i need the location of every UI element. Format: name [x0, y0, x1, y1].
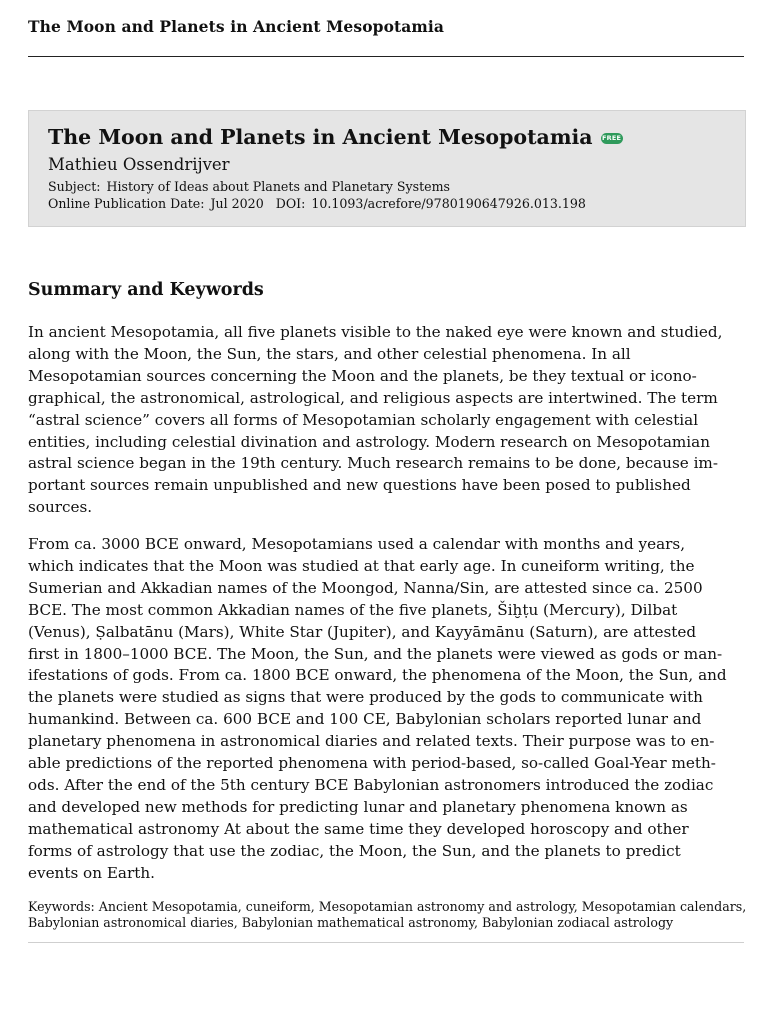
header-divider — [28, 56, 744, 57]
subject-label: Subject: — [48, 179, 101, 194]
text-line: first in 1800–1000 BCE. The Moon, the Sun, and the planets were viewed as gods or man- — [28, 644, 723, 663]
text-line: BCE. The most common Akkadian names of the five planets, Šiḫṭu (Mercury), Dilbat — [28, 600, 678, 619]
author-name[interactable]: Mathieu Ossendrijver — [48, 155, 230, 174]
keywords-line: Babylonian astronomical diaries, Babylonian mathematical astronomy, Babylonian zodiacal astrology — [28, 914, 674, 930]
subject-line — [48, 179, 450, 194]
keywords-block — [28, 899, 747, 930]
free-badge: FREE — [602, 134, 622, 142]
text-line: and developed new methods for predicting lunar and planetary phenomena known as — [28, 797, 688, 816]
article-info-box — [28, 110, 746, 227]
summary-heading: Summary and Keywords — [28, 280, 264, 300]
doi-value[interactable]: 10.1093/acrefore/9780190647926.013.198 — [311, 196, 586, 211]
text-line: planetary phenomena in astronomical diaries and related texts. Their purpose was to en- — [28, 732, 715, 751]
pubdate-value: Jul 2020 — [210, 196, 264, 211]
keywords-line: Keywords: Ancient Mesopotamia, cuneiform, Mesopotamian astronomy and astrology, Mesopotamian calendars, — [28, 899, 747, 914]
text-line: events on Earth. — [28, 863, 155, 882]
text-line: In ancient Mesopotamia, all five planets visible to the naked eye were known and studied, — [28, 323, 723, 341]
text-line: portant sources remain unpublished and new questions have been posed to published — [28, 476, 691, 495]
text-line: astral science began in the 19th century. Much research remains to be done, because im- — [28, 454, 718, 473]
text-line: Sumerian and Akkadian names of the Moongod, Nanna/Sin, are attested since ca. 2500 — [28, 578, 703, 597]
text-line: the planets were studied as signs that were produced by the gods to communicate with — [28, 688, 703, 707]
subject-value[interactable]: History of Ideas about Planets and Planetary Systems — [106, 179, 450, 194]
article-title — [48, 125, 623, 149]
summary-paragraph-2 — [28, 534, 744, 885]
running-header-title: The Moon and Planets in Ancient Mesopotamia — [28, 17, 445, 36]
text-line: ifestations of gods. From ca. 1800 BCE onward, the phenomena of the Moon, the Sun, and — [28, 666, 727, 685]
article-title-text: The Moon and Planets in Ancient Mesopotamia — [48, 125, 593, 149]
pubdate-label: Online Publication Date: — [48, 196, 205, 211]
text-line: humankind. Between ca. 600 BCE and 100 CE, Babylonian scholars reported lunar and — [28, 710, 702, 729]
text-line: able predictions of the reported phenomena with period-based, so-called Goal-Year meth- — [28, 754, 716, 773]
text-line: forms of astrology that use the zodiac, the Moon, the Sun, and the planets to predict — [28, 841, 681, 860]
text-line: along with the Moon, the Sun, the stars, and other celestial phenomena. In all — [28, 344, 631, 363]
text-line: sources. — [28, 498, 93, 517]
doi-label: DOI: — [275, 196, 306, 211]
footer-divider — [28, 942, 744, 943]
text-line: entities, including celestial divination and astrology. Modern research on Mesopotamian — [28, 432, 710, 451]
text-line: graphical, the astronomical, astrological, and religious aspects are intertwined. The term — [28, 388, 718, 407]
text-line: From ca. 3000 BCE onward, Mesopotamians used a calendar with months and years, — [28, 535, 686, 553]
publication-line — [48, 196, 586, 211]
text-line: “astral science” covers all forms of Mesopotamian scholarly engagement with celestial — [28, 410, 699, 429]
text-line: ods. After the end of the 5th century BCE Babylonian astronomers introduced the zodiac — [28, 775, 714, 794]
text-line: mathematical astronomy At about the same time they developed horoscopy and other — [28, 819, 689, 838]
text-line: which indicates that the Moon was studied at that early age. In cuneiform writing, the — [28, 556, 695, 575]
text-line: (Venus), Ṣalbatānu (Mars), White Star (Jupiter), and Kayyāmānu (Saturn), are attested — [28, 622, 697, 641]
text-line: Mesopotamian sources concerning the Moon and the planets, be they textual or icono- — [28, 366, 697, 385]
summary-paragraph-1 — [28, 322, 744, 519]
